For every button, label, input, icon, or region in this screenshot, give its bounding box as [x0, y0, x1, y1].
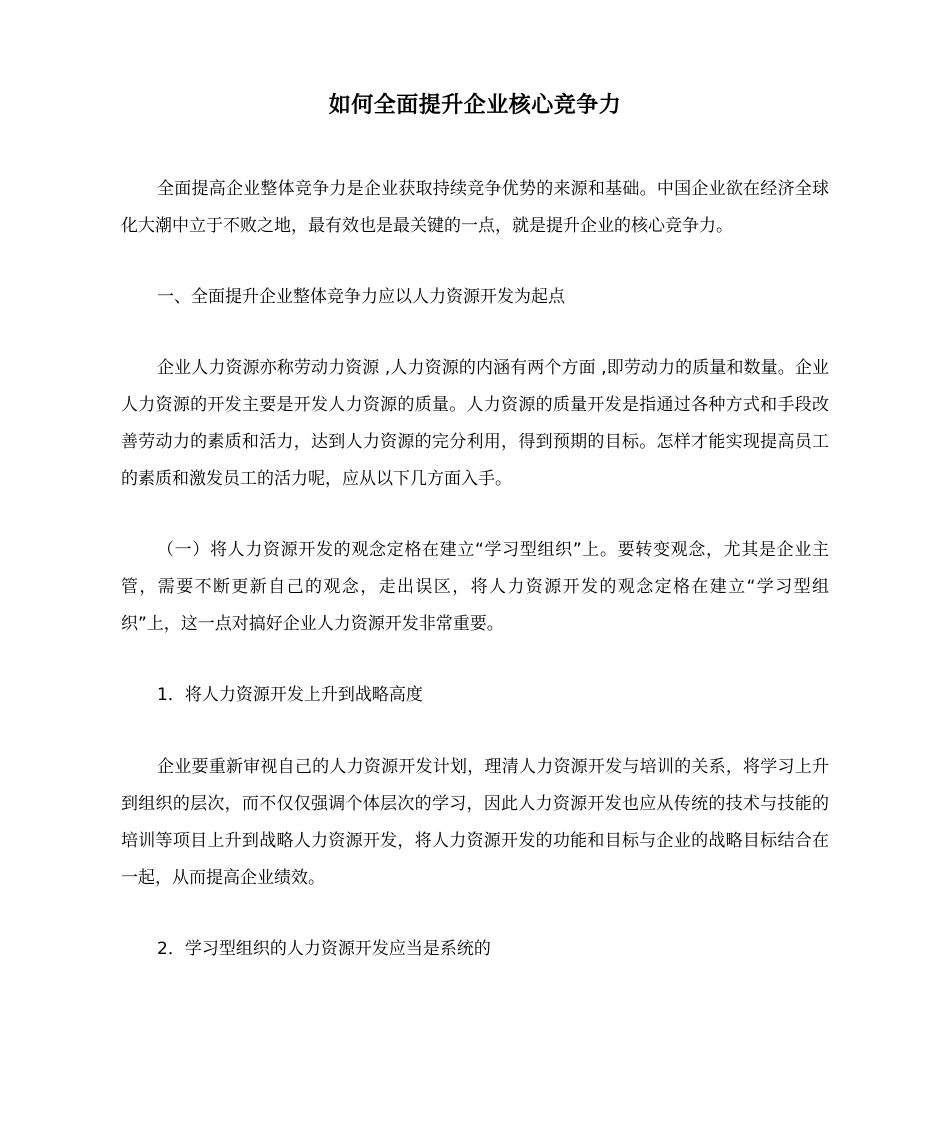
- paragraph-human-resources: 企业人力资源亦称劳动力资源 ,人力资源的内涵有两个方面 ,即劳动力的质量和数量。企业人力资源的开发主要是开发人力资源的质量。人力资源的质量开发是指通过各种方式和手段改善劳动力的素质和活力，达到人力资源的完分利用，得到预期的目标。怎样才能实现提高员工的素质和激发员工的活力呢，应从以下几方面入手。: [121, 358, 829, 489]
- section-heading-1: 一、全面提升企业整体竞争力应以人力资源开发为起点: [157, 287, 565, 307]
- subheading-1: 1．将人力资源开发上升到战略高度: [157, 685, 423, 705]
- paragraph-intro: 全面提高企业整体竞争力是企业获取持续竞争优势的来源和基础。中国企业欲在经济全球化大潮中立于不败之地，最有效也是最关键的一点，就是提升企业的核心竞争力。: [121, 179, 829, 236]
- paragraph-strategy: 企业要重新审视自己的人力资源开发计划，理清人力资源开发与培训的关系，将学习上升到组织的层次，而不仅仅强调个体层次的学习，因此人力资源开发也应从传统的技术与技能的培训等项目上升到战略人力资源开发，将人力资源开发的功能和目标与企业的战略目标结合在一起，从而提高企业绩效。: [121, 757, 829, 888]
- paragraph-learning-organization: （一）将人力资源开发的观念定格在建立“学习型组织”上。要转变观念，尤其是企业主管，需要不断更新自己的观念，走出误区，将人力资源开发的观念定格在建立“学习型组织”上，这一点对搞好企业人力资源开发非常重要。: [121, 540, 829, 634]
- document-title: 如何全面提升企业核心竞争力: [328, 93, 622, 118]
- subheading-2: 2．学习型组织的人力资源开发应当是系统的: [157, 939, 491, 959]
